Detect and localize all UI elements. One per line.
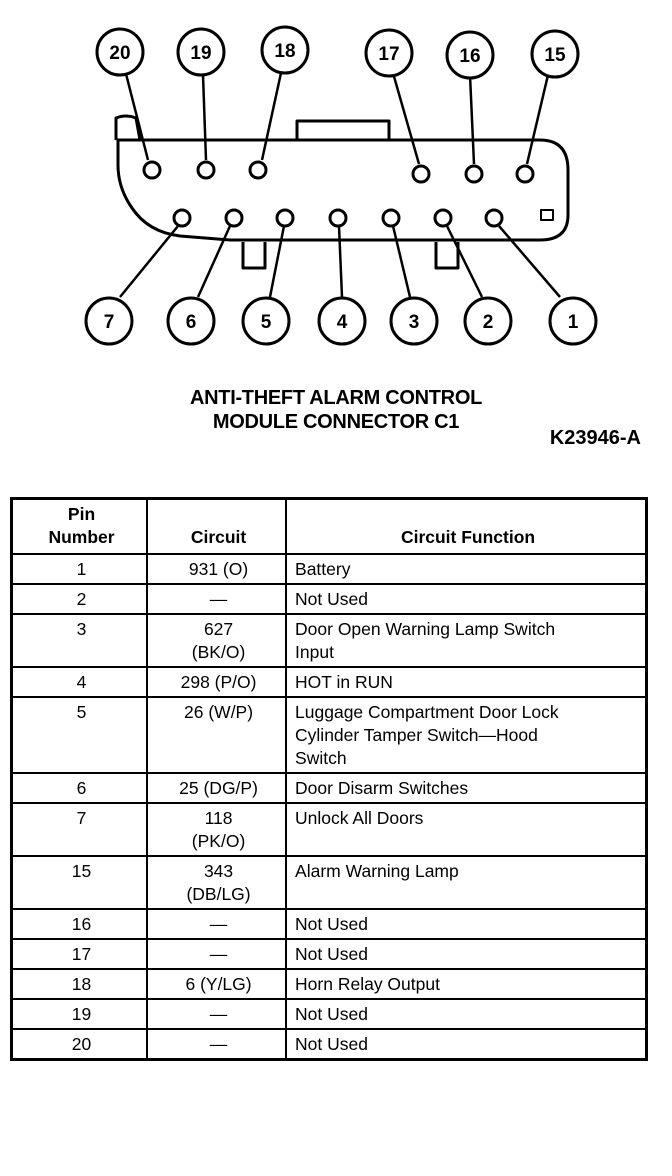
diagram-title-line1: ANTI-THEFT ALARM CONTROL	[189, 387, 482, 409]
pin-table	[10, 497, 648, 1061]
pin-number-cell: 4	[12, 667, 148, 697]
pin-callout-20: 20	[109, 43, 131, 64]
pin-callout-1: 1	[567, 312, 579, 333]
function-line: Unlock All Doors	[295, 808, 424, 828]
pin-number-cell: 1	[12, 554, 148, 584]
function-line: Not Used	[295, 1004, 368, 1024]
pin-callout-5: 5	[260, 312, 272, 333]
pin-number-cell: 15	[12, 856, 148, 909]
circuit-line: 627	[203, 619, 234, 639]
circuit-function-cell	[286, 667, 646, 697]
cavity-2	[435, 210, 451, 226]
circuit-cell	[147, 584, 286, 614]
circuit-line: —	[209, 589, 228, 609]
circuit-function-cell	[286, 614, 646, 667]
table-row	[12, 697, 647, 773]
circuit-function-cell	[286, 554, 646, 584]
circuit-cell	[147, 939, 286, 969]
pin-callout-15: 15	[544, 45, 566, 66]
pin-callout-7: 7	[103, 312, 115, 333]
pin-table-header	[12, 499, 647, 555]
circuit-function-cell	[286, 856, 646, 909]
cavity-4	[330, 210, 346, 226]
pin-number-cell: 3	[12, 614, 148, 667]
circuit-function-cell	[286, 939, 646, 969]
circuit-function-cell	[286, 697, 646, 773]
circuit-function-cell	[286, 773, 646, 803]
function-line: Not Used	[295, 944, 368, 964]
header-circuit: Circuit	[147, 499, 286, 555]
cavity-16	[466, 166, 482, 182]
cavity-18	[250, 162, 266, 178]
table-row	[12, 1029, 647, 1060]
function-line: Horn Relay Output	[295, 974, 440, 994]
pin-number-cell: 5	[12, 697, 148, 773]
function-line: Cylinder Tamper Switch—Hood	[295, 725, 538, 745]
circuit-line: 298 (P/O)	[180, 672, 257, 692]
cavity-19	[198, 162, 214, 178]
pin-callout-16: 16	[459, 46, 481, 67]
table-row	[12, 999, 647, 1029]
pin-callout-2: 2	[482, 312, 494, 333]
circuit-line: —	[209, 914, 228, 934]
function-line: Not Used	[295, 914, 368, 934]
circuit-line: 343	[203, 861, 234, 881]
circuit-function-cell	[286, 803, 646, 856]
circuit-function-cell	[286, 969, 646, 999]
circuit-function-cell	[286, 999, 646, 1029]
table-row	[12, 856, 647, 909]
function-line: Not Used	[295, 589, 368, 609]
function-line: Input	[295, 642, 334, 662]
circuit-line: 931 (O)	[188, 559, 249, 579]
circuit-function-cell	[286, 909, 646, 939]
header-pin-line1: Pin	[67, 504, 96, 524]
function-line: Door Disarm Switches	[295, 778, 469, 798]
connector-right-notch	[541, 210, 553, 220]
cavity-3	[383, 210, 399, 226]
pin-number-cell: 6	[12, 773, 148, 803]
circuit-line: —	[209, 1004, 228, 1024]
circuit-line: 25 (DG/P)	[179, 778, 258, 798]
function-line: HOT in RUN	[295, 672, 393, 692]
figure-id: K23946-A	[549, 427, 641, 449]
cavity-6	[226, 210, 242, 226]
table-row	[12, 667, 647, 697]
pin-callout-6: 6	[185, 312, 197, 333]
circuit-cell	[147, 554, 286, 584]
pin-callout-3: 3	[408, 312, 420, 333]
cavity-1	[486, 210, 502, 226]
cavity-7	[174, 210, 190, 226]
circuit-cell	[147, 999, 286, 1029]
circuit-line: (PK/O)	[191, 831, 246, 851]
function-line: Luggage Compartment Door Lock	[295, 702, 559, 722]
pin-number-cell: 19	[12, 999, 148, 1029]
circuit-line: 118	[204, 808, 233, 828]
connector-diagram	[0, 0, 672, 380]
pin-callout-19: 19	[190, 43, 212, 64]
table-row	[12, 584, 647, 614]
circuit-cell	[147, 909, 286, 939]
pin-callout-18: 18	[274, 41, 296, 62]
pin-number-cell: 20	[12, 1029, 148, 1060]
circuit-cell	[147, 969, 286, 999]
table-row	[12, 554, 647, 584]
table-row	[12, 614, 647, 667]
connector-bottom-key-left	[243, 242, 265, 268]
pin-table-body	[12, 554, 647, 1060]
table-row	[12, 803, 647, 856]
pin-number-cell: 2	[12, 584, 148, 614]
circuit-function-cell	[286, 1029, 646, 1060]
pin-callout-4: 4	[336, 312, 348, 333]
function-line: Not Used	[295, 1034, 368, 1054]
table-row	[12, 773, 647, 803]
cavity-17	[413, 166, 429, 182]
table-row	[12, 939, 647, 969]
function-line: Door Open Warning Lamp Switch	[295, 619, 556, 639]
circuit-cell	[147, 856, 286, 909]
cavity-15	[517, 166, 533, 182]
circuit-function-cell	[286, 584, 646, 614]
circuit-cell	[147, 773, 286, 803]
circuit-line: (BK/O)	[191, 642, 246, 662]
table-row	[12, 909, 647, 939]
pin-number-cell: 7	[12, 803, 148, 856]
circuit-cell	[147, 1029, 286, 1060]
diagram-title-line2: MODULE CONNECTOR C1	[212, 411, 460, 433]
circuit-cell	[147, 614, 286, 667]
pin-number-cell: 17	[12, 939, 148, 969]
circuit-cell	[147, 803, 286, 856]
circuit-line: —	[209, 944, 228, 964]
cavity-20	[144, 162, 160, 178]
table-row	[12, 969, 647, 999]
pin-callout-17: 17	[378, 44, 400, 65]
header-pin-line2: Number	[48, 527, 115, 547]
circuit-line: —	[209, 1034, 228, 1054]
circuit-cell	[147, 697, 286, 773]
connector-bottom-key-right	[436, 242, 458, 268]
circuit-line: (DB/LG)	[186, 884, 251, 904]
function-line: Switch	[295, 748, 347, 768]
connector-top-key	[297, 121, 389, 140]
pin-number-cell: 16	[12, 909, 148, 939]
circuit-line: 6 (Y/LG)	[185, 974, 252, 994]
function-line: Battery	[295, 559, 351, 579]
cavity-5	[277, 210, 293, 226]
function-line: Alarm Warning Lamp	[295, 861, 459, 881]
circuit-line: 26 (W/P)	[184, 702, 254, 722]
pin-number-cell: 18	[12, 969, 148, 999]
header-circuit-function: Circuit Function	[286, 499, 646, 555]
header-pin-number	[12, 499, 148, 555]
circuit-cell	[147, 667, 286, 697]
